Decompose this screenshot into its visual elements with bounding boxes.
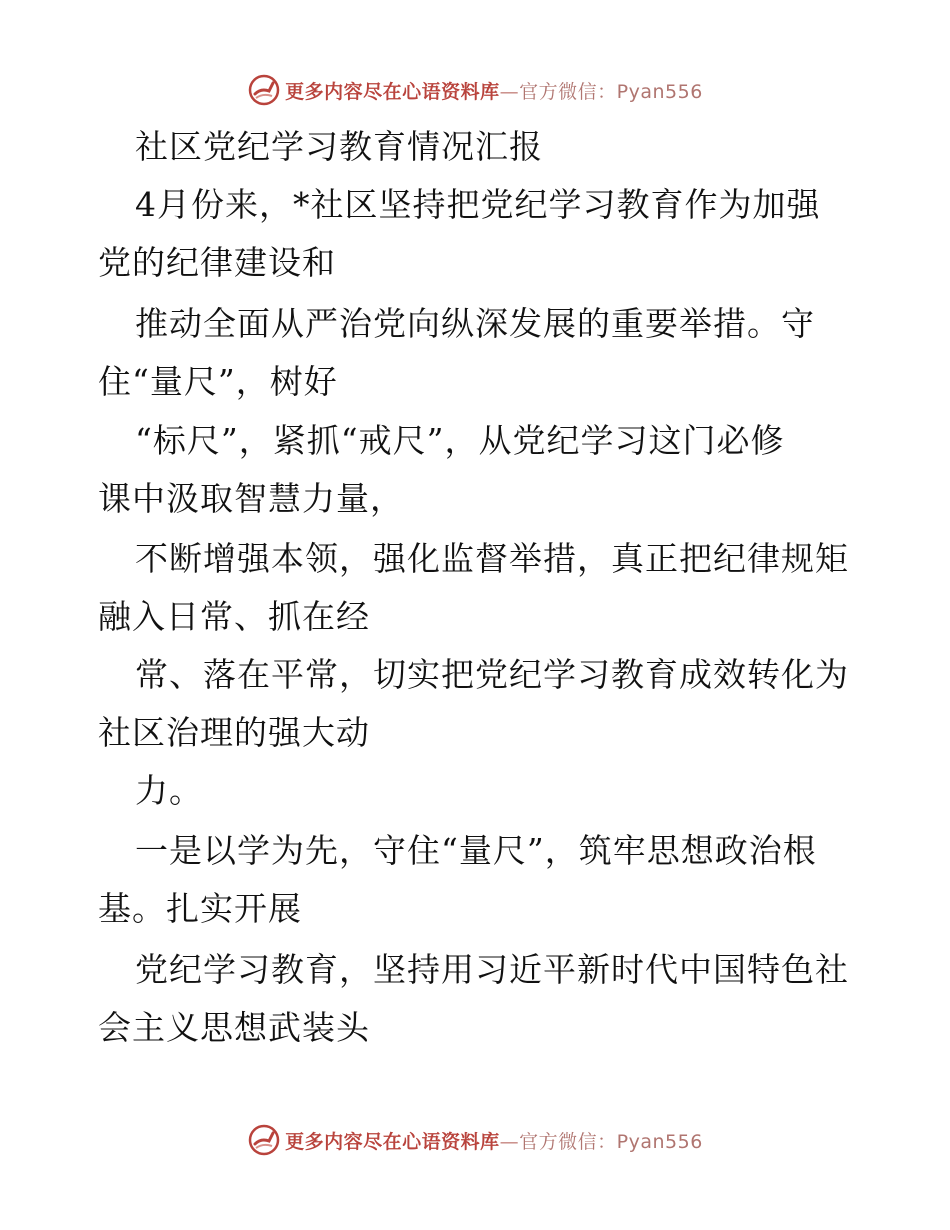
paragraph-line: 不断增强本领，强化监督举措，真正把纪律规矩 — [135, 539, 849, 578]
paragraph-line: 一是以学为先，守住“量尺”，筑牢思想政治根 — [135, 831, 817, 870]
paragraph-line: 党纪学习教育，坚持用习近平新时代中国特色社 — [135, 950, 849, 989]
paragraph-line: 社区治理的强大动 — [98, 713, 370, 752]
watermark-wechat-text: 官方微信：Pyan556 — [519, 80, 703, 103]
paragraph-line: “标尺”，紧抓“戒尺”，从党纪学习这门必修 — [135, 421, 785, 460]
paragraph-line: 住“量尺”，树好 — [98, 362, 338, 401]
watermark-banner-bottom — [0, 1120, 950, 1160]
watermark-wechat-text: 官方微信：Pyan556 — [519, 1130, 703, 1153]
book-pen-logo-icon — [247, 73, 281, 107]
book-pen-logo-icon — [247, 1123, 281, 1157]
paragraph-line: 推动全面从严治党向纵深发展的重要举措。守 — [135, 304, 815, 343]
paragraph-line: 融入日常、抓在经 — [98, 597, 370, 636]
watermark-main-text: 更多内容尽在心语资料库 — [285, 80, 500, 103]
watermark-dash: — — [499, 1130, 520, 1153]
watermark-dash: — — [499, 80, 520, 103]
watermark-text — [285, 1127, 703, 1154]
paragraph-line: 常、落在平常，切实把党纪学习教育成效转化为 — [135, 655, 849, 694]
paragraph-line: 会主义思想武装头 — [98, 1008, 370, 1047]
watermark-main-text: 更多内容尽在心语资料库 — [285, 1130, 500, 1153]
paragraph-line: 课中汲取智慧力量， — [98, 479, 404, 518]
watermark-banner-top — [0, 70, 950, 110]
paragraph-line: 党的纪律建设和 — [98, 243, 336, 282]
watermark-text — [285, 77, 703, 104]
paragraph-line: 基。扎实开展 — [98, 889, 302, 928]
paragraph-line: 力。 — [135, 771, 203, 810]
paragraph-line: 4月份来，*社区坚持把党纪学习教育作为加强 — [135, 185, 821, 224]
document-title: 社区党纪学习教育情况汇报 — [135, 127, 543, 166]
